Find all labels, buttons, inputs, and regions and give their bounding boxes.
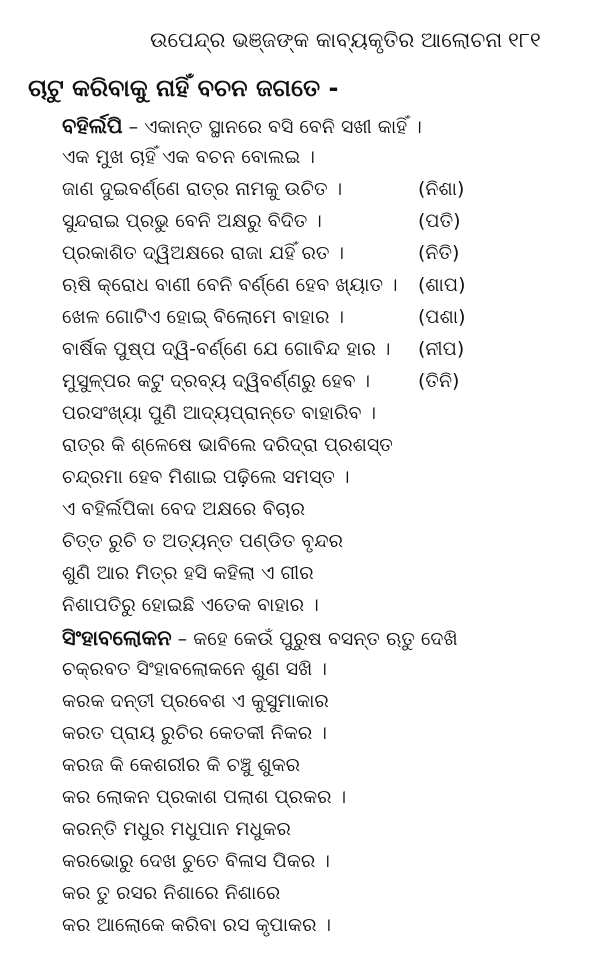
verse-line: ଖେଳ ଗୋଟିଏ ହୋଇ୍ ବିଲୋମେ ବାହାର । bbox=[62, 306, 345, 328]
verse-line: କରଜ କି କେଶରୀର କି ଚଞ୍ଚୁ ଶୁକର bbox=[62, 754, 301, 776]
verse-line: ପରସଂଖ୍ୟା ପୁଣି ଆଦ୍ୟପ୍ରାନ୍ତେ ବାହାରିବ । bbox=[62, 402, 377, 424]
verse-line: ମୁସୁଳ୍ପର କଟୁ ଦ୍ରବ୍ୟ ଦ୍ୱିବର୍ଣ୍ଣରୁ ହେବ । bbox=[62, 370, 371, 392]
riddle-answer: (ପତି) bbox=[418, 210, 461, 232]
verse-line: କରଭୋରୁ ଦେଖ ଚୁତେ ବିଳାସ ପିକର । bbox=[62, 850, 330, 872]
running-header bbox=[0, 28, 600, 58]
verse-line: ଚନ୍ଦ୍ରମା ହେବ ମିଶାଇ ପଢ଼ିଲେ ସମସ୍ତ । bbox=[62, 466, 350, 488]
riddle-answer: (ନିତି) bbox=[418, 242, 460, 264]
verse-line: ଏ ବହିର୍ଲପିକା ବେଦ ଅକ୍ଷରେ ବିଚାର bbox=[62, 498, 305, 520]
verse-line bbox=[62, 626, 458, 651]
riddle-answer: (ଶାପ) bbox=[418, 274, 466, 296]
verse-line: ଏକ ମୁଖ ଚାହିଁ ଏକ ବଚନ ବୋଲଇ । bbox=[62, 146, 315, 168]
verse-line: ପ୍ରକାଶିତ ଦ୍ୱିଅକ୍ଷରେ ରାଜା ଯହିଁ ରତ । bbox=[62, 242, 345, 264]
verse-line: ବାର୍ଷିକ ପୁଷ୍ପ ଦ୍ୱି-ବର୍ଣ୍ଣେ ଯେ ଗୋବିନ୍ଦ ହାର । bbox=[62, 338, 391, 360]
page-number: ୧୮୧ bbox=[508, 28, 541, 52]
verse-line: କରତ ପ୍ରାୟ ରୁଚିର କେତକୀ ନିକର । bbox=[62, 722, 327, 744]
riddle-answer: (ପଶା) bbox=[418, 306, 466, 328]
term-intro: – ଏକାନ୍ତ ସ୍ଥାନରେ ବସି ବେନି ସଖୀ କାହିଁ । bbox=[122, 116, 422, 138]
verse-line: ଚିତ୍ତ ରୁଚି ତ ଅତ୍ୟନ୍ତ ପଣ୍ଡିତ ବୃନ୍ଦର bbox=[62, 530, 343, 552]
verse-line: ଜାଣ ଦୁଇବର୍ଣ୍ଣେ ରାତ୍ର ନାମକୁ ଉଚିତ । bbox=[62, 178, 343, 200]
riddle-answer: (ତିନି) bbox=[418, 370, 460, 392]
verse-line: ସୁନ୍ଦରାଇ ପ୍ରଭୁ ବେନି ଅକ୍ଷରୁ ବିଦିତ । bbox=[62, 210, 322, 232]
term-heading: ବହିର୍ଲପି bbox=[62, 114, 123, 138]
verse-line: କର ଆଲୋକେ କରିବା ରସ କୃପାକର । bbox=[62, 914, 332, 936]
riddle-answer: (ନିଶା) bbox=[418, 178, 465, 200]
verse-line: କର ତୁ ରସର ନିଶାରେ ନିଶାରେ bbox=[62, 882, 281, 904]
riddle-answer: (ନୀପ) bbox=[418, 338, 465, 360]
term-heading: ସିଂହାବଲୋକନ bbox=[62, 626, 172, 650]
verse-line: କର ଲୋକନ ପ୍ରକାଶ ପଲାଶ ପ୍ରକର । bbox=[62, 786, 347, 808]
verse-line: କରନ୍ତି ମଧୁର ମଧୁପାନ ମଧୁକର bbox=[62, 818, 291, 840]
verse-line: ଚକ୍ରବତ ସିଂହାବଲୋକନେ ଶୁଣ ସଖି । bbox=[62, 658, 327, 680]
term-intro: – କହେ କେଉଁ ପୁରୁଷ ବସନ୍ତ ଋତୁ ଦେଖି bbox=[171, 628, 458, 650]
verse-line: ରାତ୍ର କି ଶ୍ଳେଷେ ଭାବିଲେ ଦରିଦ୍ରା ପ୍ରଶସ୍ତ bbox=[62, 434, 393, 456]
verse-line: ଋଷି କ୍ରୋଧ ବାଣୀ ବେନି ବର୍ଣ୍ଣେ ହେବ ଖ୍ୟାତ । bbox=[62, 274, 398, 296]
verse-line: ଶୁଣି ଆର ମିତ୍ର ହସି କହିଲା ଏ ଗୀର bbox=[62, 562, 314, 584]
section-heading: ଚାଟୁ କରିବାକୁ ନାହିଁ ବଚନ ଜଗତେ - bbox=[28, 74, 339, 102]
verse-line: କରକ ଦନ୍ତୀ ପ୍ରବେଶ ଏ କୁସୁମାକାର bbox=[62, 690, 329, 712]
verse-line bbox=[62, 114, 422, 139]
verse-line: ନିଶାପତିରୁ ହୋଇଛି ଏତେକ ବାହାର । bbox=[62, 594, 319, 616]
header-title: ଉପେନ୍ଦ୍ର ଭଞ୍ଜଙ୍କ କାବ୍ୟକୃତିର ଆଲୋଚନା bbox=[150, 28, 503, 52]
